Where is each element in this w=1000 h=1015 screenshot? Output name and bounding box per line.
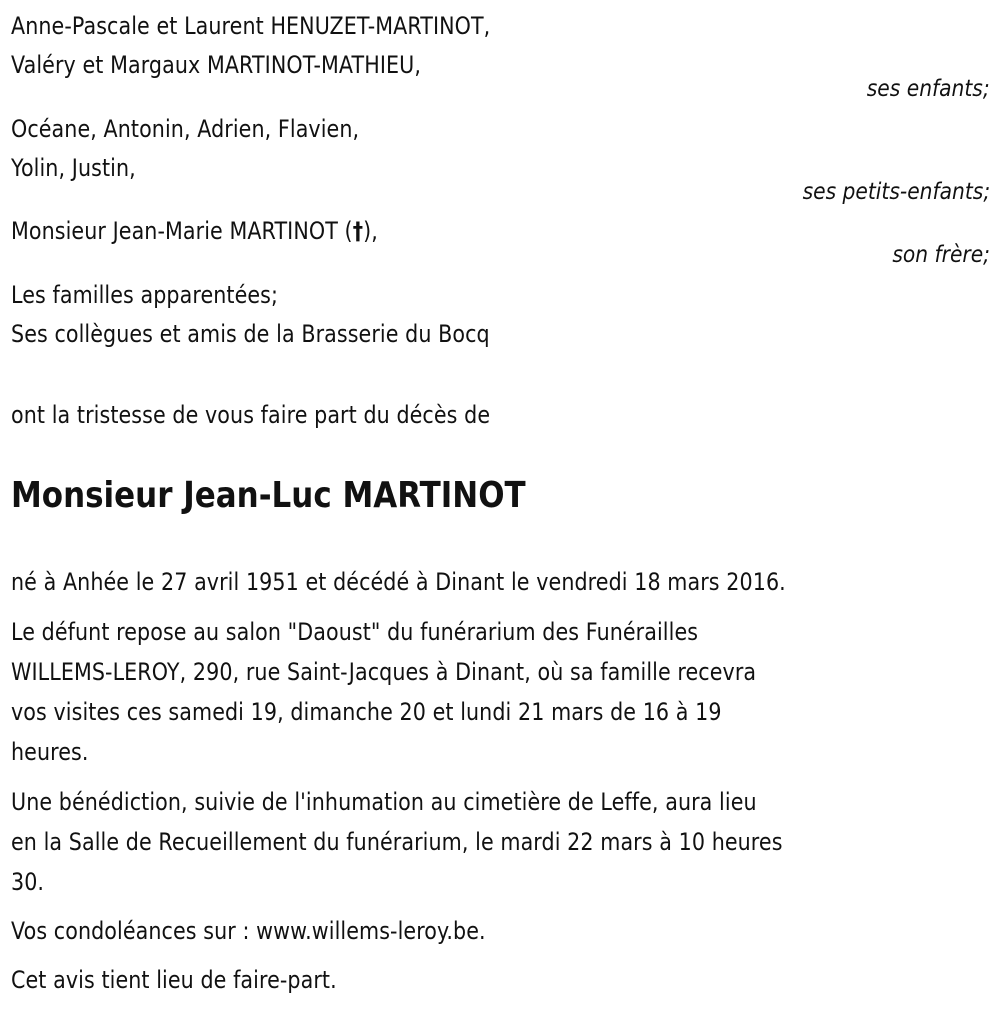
others-line: Ses collègues et amis de la Brasserie du Bocq (11, 320, 490, 348)
ceremony-line: en la Salle de Recueillement du funérarium, le mardi 22 mars à 10 heures (11, 828, 783, 856)
grandchild-line: Océane, Antonin, Adrien, Flavien, (11, 115, 360, 143)
visitation-line: Le défunt repose au salon "Daoust" du funérarium des Funérailles (11, 618, 699, 646)
brother-name: Monsieur Jean-Marie MARTINOT ( (11, 217, 353, 245)
closing-line: Cet avis tient lieu de faire-part. (11, 966, 337, 994)
role-brother: son frère; (892, 242, 990, 268)
ceremony-line: Une bénédiction, suivie de l'inhumation au cimetière de Leffe, aura lieu (11, 788, 757, 816)
brother-suffix: ), (363, 217, 378, 245)
visitation-line: WILLEMS-LEROY, 290, rue Saint-Jacques à Dinant, où sa famille recevra (11, 658, 757, 686)
child-line: Valéry et Margaux MARTINOT-MATHIEU, (11, 51, 421, 79)
others-line: Les familles apparentées; (11, 281, 279, 309)
birth-death: né à Anhée le 27 avril 1951 et décédé à Dinant le vendredi 18 mars 2016. (11, 568, 786, 596)
role-children: ses enfants; (867, 76, 990, 102)
condolences-prefix: Vos condoléances sur : (11, 917, 257, 945)
condolences-line (11, 915, 486, 947)
cross-icon: † (352, 217, 364, 245)
visitation-line: vos visites ces samedi 19, dimanche 20 et lundi 21 mars de 16 à 19 (11, 698, 722, 726)
visitation-line: heures. (11, 738, 89, 766)
condolences-link[interactable]: www.willems-leroy.be (256, 917, 480, 945)
ceremony-line: 30. (11, 868, 45, 896)
child-line: Anne-Pascale et Laurent HENUZET-MARTINOT, (11, 12, 491, 40)
grandchild-line: Yolin, Justin, (11, 154, 136, 182)
role-grandchildren: ses petits-enfants; (802, 179, 990, 205)
brother-line (11, 215, 378, 247)
announcement: ont la tristesse de vous faire part du décès de (11, 401, 491, 429)
condolences-suffix: . (479, 917, 486, 945)
deceased-name: Monsieur Jean-Luc MARTINOT (11, 475, 526, 516)
